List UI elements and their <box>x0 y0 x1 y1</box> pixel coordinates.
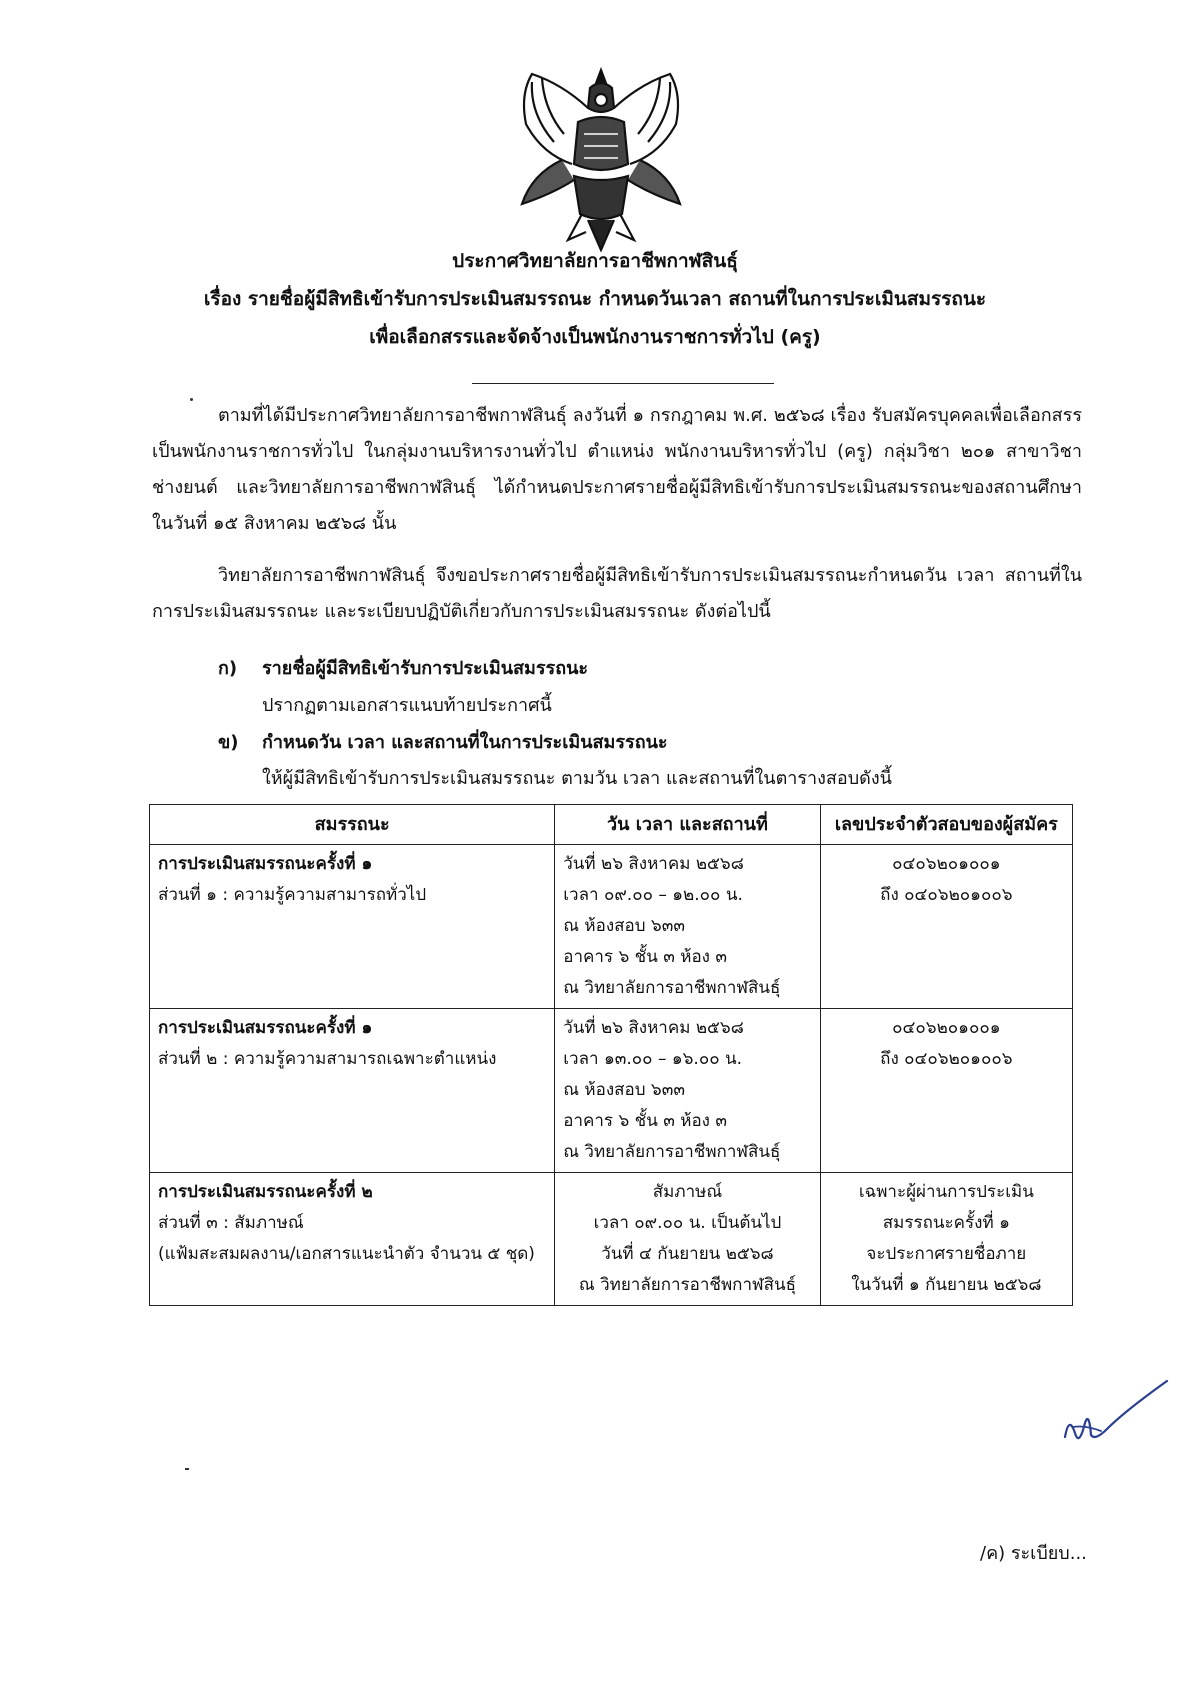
competency-part: ส่วนที่ ๑ : ความรู้ความสามารถทั่วไป <box>158 885 427 905</box>
exam-id-end: ถึง ๐๔๐๖๒๐๑๐๐๖ <box>880 885 1013 905</box>
table-row <box>150 845 1073 1009</box>
table-row <box>150 1009 1073 1173</box>
competency-cell <box>150 845 555 1009</box>
schedule-date: วันที่ ๒๖ สิงหาคม ๒๕๖๘ <box>563 1018 744 1038</box>
schedule-cell <box>555 1173 820 1306</box>
item-b-marker: ข) <box>218 732 239 753</box>
title-divider <box>472 383 774 384</box>
exam-id-note: เฉพาะผู้ผ่านการประเมิน <box>858 1182 1034 1202</box>
garuda-emblem-icon <box>502 64 700 252</box>
exam-id-end: ถึง ๐๔๐๖๒๐๑๐๐๖ <box>880 1049 1013 1069</box>
announcement-paragraph: วิทยาลัยการอาชีพกาฬสินธุ์ จึงขอประกาศรายชื่อผู้มีสิทธิเข้ารับการประเมินสมรรถนะกำหนดวัน เวลา สถานที่ในการประเมินสมรรถนะ และระเบียบปฏิบัติเกี่ยวกับการประเมินสมรรถนะ ดังต่อไปนี้ <box>152 565 1082 622</box>
exam-id-cell <box>820 1009 1072 1173</box>
schedule-venue: ณ วิทยาลัยการอาชีพกาฬสินธุ์ <box>563 978 781 998</box>
announcement-title: ประกาศวิทยาลัยการอาชีพกาฬสินธุ์ <box>452 250 738 272</box>
exam-id-cell <box>820 845 1072 1009</box>
item-a-text: ปรากฏตามเอกสารแนบท้ายประกาศนี้ <box>262 695 552 716</box>
schedule-time: เวลา ๐๙.๐๐ น. เป็นต้นไป <box>593 1213 782 1233</box>
announcement-subject: เรื่อง รายชื่อผู้มีสิทธิเข้ารับการประเมินสมรรถนะ กำหนดวันเวลา สถานที่ในการประเมินสมรรถนะ <box>203 288 987 310</box>
exam-id-cell <box>820 1173 1072 1306</box>
header-schedule: วัน เวลา และสถานที่ <box>555 805 820 845</box>
header-exam-id-text: เลขประจำตัวสอบของผู้สมัคร <box>834 814 1058 835</box>
competency-note: (แฟ้มสะสมผลงาน/เอกสารแนะนำตัว จำนวน ๕ ชุด) <box>158 1244 535 1264</box>
schedule-cell <box>555 1009 820 1173</box>
header-exam-id <box>820 805 1072 845</box>
competency-title: การประเมินสมรรถนะครั้งที่ ๑ <box>158 1018 373 1038</box>
exam-id-note: ในวันที่ ๑ กันยายน ๒๕๖๘ <box>851 1275 1042 1295</box>
table-row <box>150 1173 1073 1306</box>
competency-part: ส่วนที่ ๒ : ความรู้ความสามารถเฉพาะตำแหน่ง <box>158 1049 497 1069</box>
exam-id-note: จะประกาศรายชื่อภาย <box>866 1244 1027 1264</box>
schedule-room: ณ ห้องสอบ ๖๓๓ <box>563 1080 685 1100</box>
intro-paragraph: ตามที่ได้มีประกาศวิทยาลัยการอาชีพกาฬสินธุ์ ลงวันที่ ๑ กรกฎาคม พ.ศ. ๒๕๖๘ เรื่อง รับสมัครบุคคลเพื่อเลือกสรรเป็นพนักงานราชการทั่วไป ในกลุ่มงานบริหารงานทั่วไป ตำแหน่ง พนักงานบริหารทั่วไป (ครู) กลุ่มวิชา ๒๐๑ สาขาวิชา ช่างยนต์ และวิทยาลัยการอาชีพกาฬสินธุ์ ได้กำหนดประกาศรายชื่อผู้มีสิทธิเข้ารับการประเมินสมรรถนะของสถานศึกษา ในวันที่ ๑๕ สิงหาคม ๒๕๖๘ นั้น <box>152 405 1082 534</box>
schedule-date: วันที่ ๔ กันยายน ๒๕๖๘ <box>601 1244 774 1264</box>
schedule-building: อาคาร ๖ ชั้น ๓ ห้อง ๓ <box>563 1111 727 1131</box>
schedule-table <box>149 804 1073 1306</box>
signature-mark-icon <box>1055 1375 1175 1455</box>
competency-part: ส่วนที่ ๓ : สัมภาษณ์ <box>158 1213 304 1233</box>
schedule-building: อาคาร ๖ ชั้น ๓ ห้อง ๓ <box>563 947 727 967</box>
schedule-room: ณ ห้องสอบ ๖๓๓ <box>563 916 685 936</box>
item-b-heading: กำหนดวัน เวลา และสถานที่ในการประเมินสมรรถนะ <box>262 732 668 753</box>
exam-id-start: ๐๔๐๖๒๐๑๐๐๑ <box>892 854 1001 874</box>
continued-note: /ค) ระเบียบ... <box>980 1543 1087 1564</box>
announcement-subject-cont: เพื่อเลือกสรรและจัดจ้างเป็นพนักงานราชการทั่วไป (ครู) <box>369 326 821 348</box>
schedule-date: วันที่ ๒๖ สิงหาคม ๒๕๖๘ <box>563 854 744 874</box>
competency-cell <box>150 1173 555 1306</box>
competency-cell <box>150 1009 555 1173</box>
schedule-venue: ณ วิทยาลัยการอาชีพกาฬสินธุ์ <box>563 1142 781 1162</box>
schedule-cell <box>555 845 820 1009</box>
schedule-time: เวลา ๐๙.๐๐ – ๑๒.๐๐ น. <box>563 885 743 905</box>
scan-speck <box>185 1468 189 1470</box>
exam-id-note: สมรรถนะครั้งที่ ๑ <box>882 1213 1010 1233</box>
header-competency: สมรรถนะ <box>150 805 555 845</box>
schedule-time: เวลา ๑๓.๐๐ – ๑๖.๐๐ น. <box>563 1049 743 1069</box>
item-a-heading: รายชื่อผู้มีสิทธิเข้ารับการประเมินสมรรถนะ <box>262 658 589 679</box>
competency-title: การประเมินสมรรถนะครั้งที่ ๑ <box>158 854 373 874</box>
item-b-text: ให้ผู้มีสิทธิเข้ารับการประเมินสมรรถนะ ตามวัน เวลา และสถานที่ในตารางสอบดังนี้ <box>262 768 892 789</box>
table-header-row <box>150 805 1073 845</box>
item-a-marker: ก) <box>218 658 238 679</box>
schedule-type: สัมภาษณ์ <box>652 1182 723 1202</box>
competency-title: การประเมินสมรรถนะครั้งที่ ๒ <box>158 1182 373 1202</box>
exam-id-start: ๐๔๐๖๒๐๑๐๐๑ <box>892 1018 1001 1038</box>
schedule-venue: ณ วิทยาลัยการอาชีพกาฬสินธุ์ <box>578 1275 797 1295</box>
